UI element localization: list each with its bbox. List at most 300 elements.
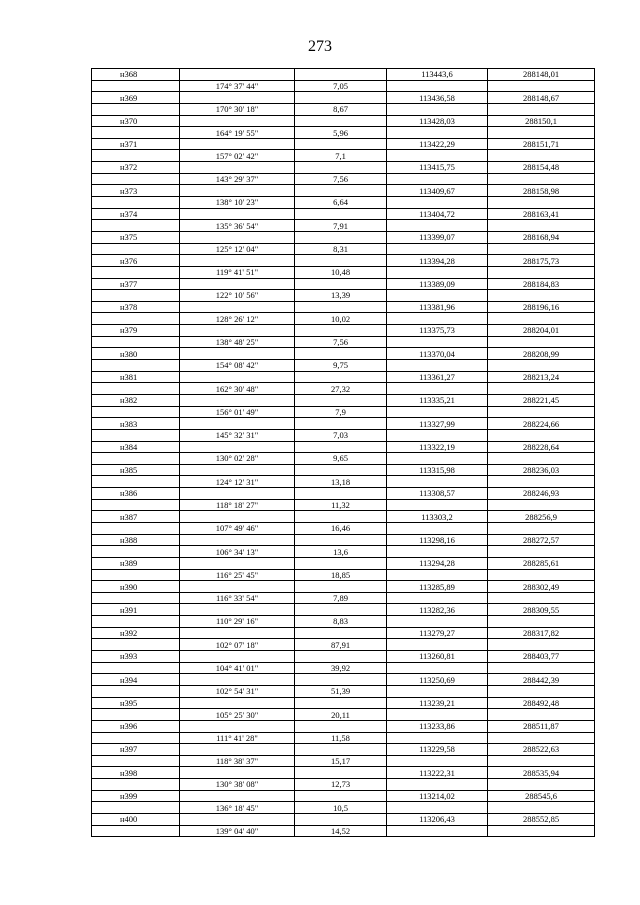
x-coordinate-cell: 113206,43: [387, 814, 488, 826]
x-coordinate-cell: 113298,16: [387, 534, 488, 546]
segment-length-cell: [295, 301, 387, 313]
point-row: [92, 208, 595, 220]
y-coordinate-cell: 288208,99: [488, 348, 595, 360]
segment-length-cell: [295, 441, 387, 453]
segment-length-cell: [295, 767, 387, 779]
point-name-cell: [92, 80, 180, 92]
y-coordinate-cell: [488, 476, 595, 488]
x-coordinate-cell: 113315,98: [387, 464, 488, 476]
y-coordinate-cell: [488, 825, 595, 837]
direction-angle-cell: 110° 29' 16": [180, 616, 295, 628]
x-coordinate-cell: [387, 266, 488, 278]
direction-angle-cell: [180, 674, 295, 686]
y-coordinate-cell: [488, 103, 595, 115]
direction-angle-cell: 136° 18' 45": [180, 802, 295, 814]
point-name-cell: [92, 592, 180, 604]
y-coordinate-cell: 288511,87: [488, 720, 595, 732]
point-name-cell: н377: [92, 278, 180, 290]
direction-angle-cell: [180, 441, 295, 453]
segment-length-cell: 7,91: [295, 220, 387, 232]
y-coordinate-cell: 288246,93: [488, 488, 595, 500]
segment-length-cell: [295, 348, 387, 360]
point-name-cell: н392: [92, 627, 180, 639]
y-coordinate-cell: 288285,61: [488, 557, 595, 569]
direction-angle-cell: 105° 25' 30": [180, 709, 295, 721]
direction-angle-cell: 170° 30' 18": [180, 103, 295, 115]
segment-row: [92, 336, 595, 348]
point-name-cell: н370: [92, 115, 180, 127]
point-name-cell: [92, 243, 180, 255]
y-coordinate-cell: 288256,9: [488, 511, 595, 523]
y-coordinate-cell: 288522,63: [488, 744, 595, 756]
segment-length-cell: 8,83: [295, 616, 387, 628]
point-row: [92, 581, 595, 593]
segment-length-cell: 7,9: [295, 406, 387, 418]
segment-length-cell: [295, 534, 387, 546]
segment-length-cell: 7,05: [295, 80, 387, 92]
direction-angle-cell: 130° 38' 08": [180, 779, 295, 791]
segment-length-cell: 10,02: [295, 313, 387, 325]
point-row: [92, 720, 595, 732]
point-name-cell: [92, 220, 180, 232]
point-name-cell: н380: [92, 348, 180, 360]
segment-length-cell: [295, 325, 387, 337]
segment-length-cell: 8,67: [295, 103, 387, 115]
segment-length-cell: 9,65: [295, 453, 387, 465]
point-name-cell: н369: [92, 92, 180, 104]
point-name-cell: н390: [92, 581, 180, 593]
segment-length-cell: 13,39: [295, 290, 387, 302]
direction-angle-cell: 124° 12' 31": [180, 476, 295, 488]
segment-length-cell: 12,73: [295, 779, 387, 791]
point-name-cell: н387: [92, 511, 180, 523]
y-coordinate-cell: [488, 220, 595, 232]
point-name-cell: [92, 639, 180, 651]
direction-angle-cell: [180, 534, 295, 546]
segment-length-cell: [295, 115, 387, 127]
point-name-cell: н397: [92, 744, 180, 756]
x-coordinate-cell: [387, 546, 488, 558]
point-row: [92, 138, 595, 150]
y-coordinate-cell: 288196,16: [488, 301, 595, 313]
segment-length-cell: [295, 581, 387, 593]
page-number: 273: [308, 38, 332, 55]
x-coordinate-cell: [387, 220, 488, 232]
point-name-cell: [92, 709, 180, 721]
point-name-cell: н383: [92, 418, 180, 430]
y-coordinate-cell: 288184,83: [488, 278, 595, 290]
y-coordinate-cell: 288442,39: [488, 674, 595, 686]
segment-row: [92, 406, 595, 418]
direction-angle-cell: [180, 69, 295, 81]
x-coordinate-cell: 113322,19: [387, 441, 488, 453]
y-coordinate-cell: [488, 569, 595, 581]
segment-length-cell: [295, 231, 387, 243]
x-coordinate-cell: [387, 290, 488, 302]
point-name-cell: [92, 173, 180, 185]
point-name-cell: [92, 453, 180, 465]
y-coordinate-cell: 288403,77: [488, 651, 595, 663]
y-coordinate-cell: [488, 197, 595, 209]
x-coordinate-cell: 113214,02: [387, 790, 488, 802]
y-coordinate-cell: [488, 406, 595, 418]
segment-length-cell: 6,64: [295, 197, 387, 209]
y-coordinate-cell: 288204,01: [488, 325, 595, 337]
direction-angle-cell: [180, 394, 295, 406]
point-name-cell: н379: [92, 325, 180, 337]
y-coordinate-cell: [488, 290, 595, 302]
point-row: [92, 767, 595, 779]
x-coordinate-cell: 113443,6: [387, 69, 488, 81]
segment-row: [92, 639, 595, 651]
x-coordinate-cell: [387, 522, 488, 534]
direction-angle-cell: 118° 18' 27": [180, 499, 295, 511]
segment-length-cell: [295, 418, 387, 430]
segment-row: [92, 150, 595, 162]
point-row: [92, 278, 595, 290]
direction-angle-cell: [180, 790, 295, 802]
segment-length-cell: [295, 720, 387, 732]
direction-angle-cell: [180, 92, 295, 104]
direction-angle-cell: [180, 418, 295, 430]
direction-angle-cell: [180, 278, 295, 290]
x-coordinate-cell: [387, 173, 488, 185]
x-coordinate-cell: [387, 802, 488, 814]
direction-angle-cell: 156° 01' 49": [180, 406, 295, 418]
segment-length-cell: 51,39: [295, 685, 387, 697]
x-coordinate-cell: [387, 476, 488, 488]
direction-angle-cell: 104° 41' 01": [180, 662, 295, 674]
x-coordinate-cell: [387, 453, 488, 465]
y-coordinate-cell: [488, 592, 595, 604]
x-coordinate-cell: 113239,21: [387, 697, 488, 709]
y-coordinate-cell: [488, 755, 595, 767]
point-name-cell: н373: [92, 185, 180, 197]
x-coordinate-cell: [387, 825, 488, 837]
segment-row: [92, 313, 595, 325]
x-coordinate-cell: [387, 383, 488, 395]
segment-row: [92, 685, 595, 697]
y-coordinate-cell: 288221,45: [488, 394, 595, 406]
segment-length-cell: 9,75: [295, 360, 387, 372]
y-coordinate-cell: [488, 429, 595, 441]
y-coordinate-cell: 288552,85: [488, 814, 595, 826]
point-row: [92, 790, 595, 802]
y-coordinate-cell: [488, 616, 595, 628]
y-coordinate-cell: 288154,48: [488, 162, 595, 174]
y-coordinate-cell: 288175,73: [488, 255, 595, 267]
point-name-cell: н386: [92, 488, 180, 500]
direction-angle-cell: [180, 581, 295, 593]
segment-length-cell: 16,46: [295, 522, 387, 534]
point-row: [92, 418, 595, 430]
segment-row: [92, 592, 595, 604]
segment-row: [92, 522, 595, 534]
y-coordinate-cell: [488, 453, 595, 465]
segment-row: [92, 429, 595, 441]
segment-length-cell: [295, 138, 387, 150]
x-coordinate-cell: 113222,31: [387, 767, 488, 779]
segment-length-cell: 7,56: [295, 173, 387, 185]
point-row: [92, 348, 595, 360]
segment-row: [92, 383, 595, 395]
point-name-cell: [92, 825, 180, 837]
x-coordinate-cell: 113303,2: [387, 511, 488, 523]
x-coordinate-cell: [387, 592, 488, 604]
segment-row: [92, 103, 595, 115]
x-coordinate-cell: [387, 616, 488, 628]
point-row: [92, 92, 595, 104]
segment-length-cell: 13,18: [295, 476, 387, 488]
x-coordinate-cell: 113415,75: [387, 162, 488, 174]
y-coordinate-cell: [488, 499, 595, 511]
y-coordinate-cell: [488, 266, 595, 278]
direction-angle-cell: 130° 02' 28": [180, 453, 295, 465]
direction-angle-cell: [180, 627, 295, 639]
y-coordinate-cell: [488, 336, 595, 348]
segment-row: [92, 732, 595, 744]
x-coordinate-cell: 113436,58: [387, 92, 488, 104]
y-coordinate-cell: 288272,57: [488, 534, 595, 546]
y-coordinate-cell: [488, 546, 595, 558]
x-coordinate-cell: [387, 639, 488, 651]
segment-row: [92, 80, 595, 92]
segment-row: [92, 662, 595, 674]
direction-angle-cell: 143° 29' 37": [180, 173, 295, 185]
y-coordinate-cell: 288545,6: [488, 790, 595, 802]
y-coordinate-cell: 288309,55: [488, 604, 595, 616]
segment-length-cell: [295, 697, 387, 709]
segment-length-cell: [295, 464, 387, 476]
x-coordinate-cell: [387, 406, 488, 418]
point-row: [92, 69, 595, 81]
x-coordinate-cell: 113294,28: [387, 557, 488, 569]
segment-row: [92, 360, 595, 372]
point-row: [92, 674, 595, 686]
direction-angle-cell: [180, 814, 295, 826]
direction-angle-cell: 107° 49' 46": [180, 522, 295, 534]
segment-length-cell: 10,5: [295, 802, 387, 814]
y-coordinate-cell: [488, 243, 595, 255]
point-name-cell: н389: [92, 557, 180, 569]
x-coordinate-cell: 113409,67: [387, 185, 488, 197]
direction-angle-cell: 118° 38' 37": [180, 755, 295, 767]
x-coordinate-cell: [387, 755, 488, 767]
direction-angle-cell: [180, 697, 295, 709]
y-coordinate-cell: 288317,82: [488, 627, 595, 639]
point-name-cell: н400: [92, 814, 180, 826]
y-coordinate-cell: 288236,03: [488, 464, 595, 476]
direction-angle-cell: [180, 348, 295, 360]
point-name-cell: н399: [92, 790, 180, 802]
point-name-cell: н396: [92, 720, 180, 732]
direction-angle-cell: [180, 511, 295, 523]
segment-row: [92, 499, 595, 511]
direction-angle-cell: 154° 08' 42": [180, 360, 295, 372]
direction-angle-cell: 164° 19' 55": [180, 127, 295, 139]
point-name-cell: [92, 290, 180, 302]
point-name-cell: н384: [92, 441, 180, 453]
segment-length-cell: [295, 208, 387, 220]
point-name-cell: [92, 103, 180, 115]
point-name-cell: [92, 127, 180, 139]
direction-angle-cell: [180, 464, 295, 476]
x-coordinate-cell: [387, 709, 488, 721]
direction-angle-cell: 139° 04' 40": [180, 825, 295, 837]
y-coordinate-cell: 288148,01: [488, 69, 595, 81]
x-coordinate-cell: [387, 360, 488, 372]
point-row: [92, 627, 595, 639]
segment-length-cell: 39,92: [295, 662, 387, 674]
point-name-cell: [92, 336, 180, 348]
point-row: [92, 325, 595, 337]
point-row: [92, 511, 595, 523]
segment-length-cell: [295, 627, 387, 639]
point-name-cell: [92, 779, 180, 791]
x-coordinate-cell: [387, 127, 488, 139]
x-coordinate-cell: [387, 80, 488, 92]
y-coordinate-cell: 288302,49: [488, 581, 595, 593]
point-row: [92, 604, 595, 616]
x-coordinate-cell: 113404,72: [387, 208, 488, 220]
segment-row: [92, 453, 595, 465]
segment-row: [92, 616, 595, 628]
y-coordinate-cell: 288535,94: [488, 767, 595, 779]
direction-angle-cell: [180, 208, 295, 220]
segment-length-cell: [295, 394, 387, 406]
segment-length-cell: 15,17: [295, 755, 387, 767]
x-coordinate-cell: 113285,89: [387, 581, 488, 593]
direction-angle-cell: [180, 371, 295, 383]
direction-angle-cell: 125° 12' 04": [180, 243, 295, 255]
point-name-cell: н398: [92, 767, 180, 779]
direction-angle-cell: [180, 488, 295, 500]
direction-angle-cell: [180, 325, 295, 337]
segment-length-cell: [295, 604, 387, 616]
segment-length-cell: [295, 69, 387, 81]
segment-length-cell: 18,85: [295, 569, 387, 581]
segment-row: [92, 546, 595, 558]
point-name-cell: н378: [92, 301, 180, 313]
x-coordinate-cell: 113399,07: [387, 231, 488, 243]
x-coordinate-cell: 113327,99: [387, 418, 488, 430]
segment-row: [92, 755, 595, 767]
y-coordinate-cell: 288228,64: [488, 441, 595, 453]
direction-angle-cell: [180, 720, 295, 732]
y-coordinate-cell: 288492,48: [488, 697, 595, 709]
point-name-cell: н381: [92, 371, 180, 383]
point-name-cell: [92, 522, 180, 534]
point-row: [92, 534, 595, 546]
direction-angle-cell: 138° 48' 25": [180, 336, 295, 348]
direction-angle-cell: 174° 37' 44": [180, 80, 295, 92]
point-row: [92, 488, 595, 500]
point-name-cell: [92, 732, 180, 744]
segment-row: [92, 266, 595, 278]
point-name-cell: [92, 546, 180, 558]
point-name-cell: [92, 755, 180, 767]
point-name-cell: [92, 313, 180, 325]
segment-length-cell: 27,32: [295, 383, 387, 395]
x-coordinate-cell: [387, 197, 488, 209]
point-name-cell: н375: [92, 231, 180, 243]
segment-length-cell: [295, 278, 387, 290]
direction-angle-cell: [180, 767, 295, 779]
point-name-cell: н376: [92, 255, 180, 267]
segment-length-cell: 13,6: [295, 546, 387, 558]
segment-length-cell: [295, 557, 387, 569]
x-coordinate-cell: [387, 313, 488, 325]
segment-row: [92, 825, 595, 837]
segment-length-cell: [295, 674, 387, 686]
point-row: [92, 557, 595, 569]
segment-length-cell: 7,1: [295, 150, 387, 162]
segment-row: [92, 290, 595, 302]
y-coordinate-cell: [488, 127, 595, 139]
point-row: [92, 394, 595, 406]
y-coordinate-cell: [488, 779, 595, 791]
segment-length-cell: [295, 371, 387, 383]
x-coordinate-cell: 113361,27: [387, 371, 488, 383]
x-coordinate-cell: 113428,03: [387, 115, 488, 127]
y-coordinate-cell: 288158,98: [488, 185, 595, 197]
point-name-cell: [92, 406, 180, 418]
segment-row: [92, 779, 595, 791]
segment-length-cell: [295, 255, 387, 267]
segment-length-cell: [295, 814, 387, 826]
direction-angle-cell: [180, 744, 295, 756]
point-row: [92, 697, 595, 709]
x-coordinate-cell: [387, 732, 488, 744]
segment-length-cell: [295, 92, 387, 104]
point-name-cell: н394: [92, 674, 180, 686]
point-row: [92, 651, 595, 663]
x-coordinate-cell: 113229,58: [387, 744, 488, 756]
direction-angle-cell: [180, 185, 295, 197]
segment-row: [92, 127, 595, 139]
segment-length-cell: [295, 790, 387, 802]
y-coordinate-cell: 288163,41: [488, 208, 595, 220]
segment-row: [92, 220, 595, 232]
direction-angle-cell: 138° 10' 23": [180, 197, 295, 209]
y-coordinate-cell: 288148,67: [488, 92, 595, 104]
direction-angle-cell: 122° 10' 56": [180, 290, 295, 302]
coordinates-table-body: [92, 69, 595, 837]
direction-angle-cell: [180, 301, 295, 313]
point-row: [92, 255, 595, 267]
segment-length-cell: 7,89: [295, 592, 387, 604]
y-coordinate-cell: 288168,94: [488, 231, 595, 243]
point-row: [92, 371, 595, 383]
y-coordinate-cell: 288151,71: [488, 138, 595, 150]
segment-length-cell: 7,03: [295, 429, 387, 441]
point-name-cell: н374: [92, 208, 180, 220]
direction-angle-cell: [180, 604, 295, 616]
x-coordinate-cell: 113422,29: [387, 138, 488, 150]
x-coordinate-cell: 113279,27: [387, 627, 488, 639]
x-coordinate-cell: [387, 662, 488, 674]
direction-angle-cell: 102° 07' 18": [180, 639, 295, 651]
y-coordinate-cell: 288224,66: [488, 418, 595, 430]
y-coordinate-cell: [488, 383, 595, 395]
point-name-cell: [92, 197, 180, 209]
point-name-cell: н388: [92, 534, 180, 546]
segment-length-cell: [295, 185, 387, 197]
segment-length-cell: 14,52: [295, 825, 387, 837]
x-coordinate-cell: 113308,57: [387, 488, 488, 500]
point-name-cell: н368: [92, 69, 180, 81]
direction-angle-cell: [180, 162, 295, 174]
